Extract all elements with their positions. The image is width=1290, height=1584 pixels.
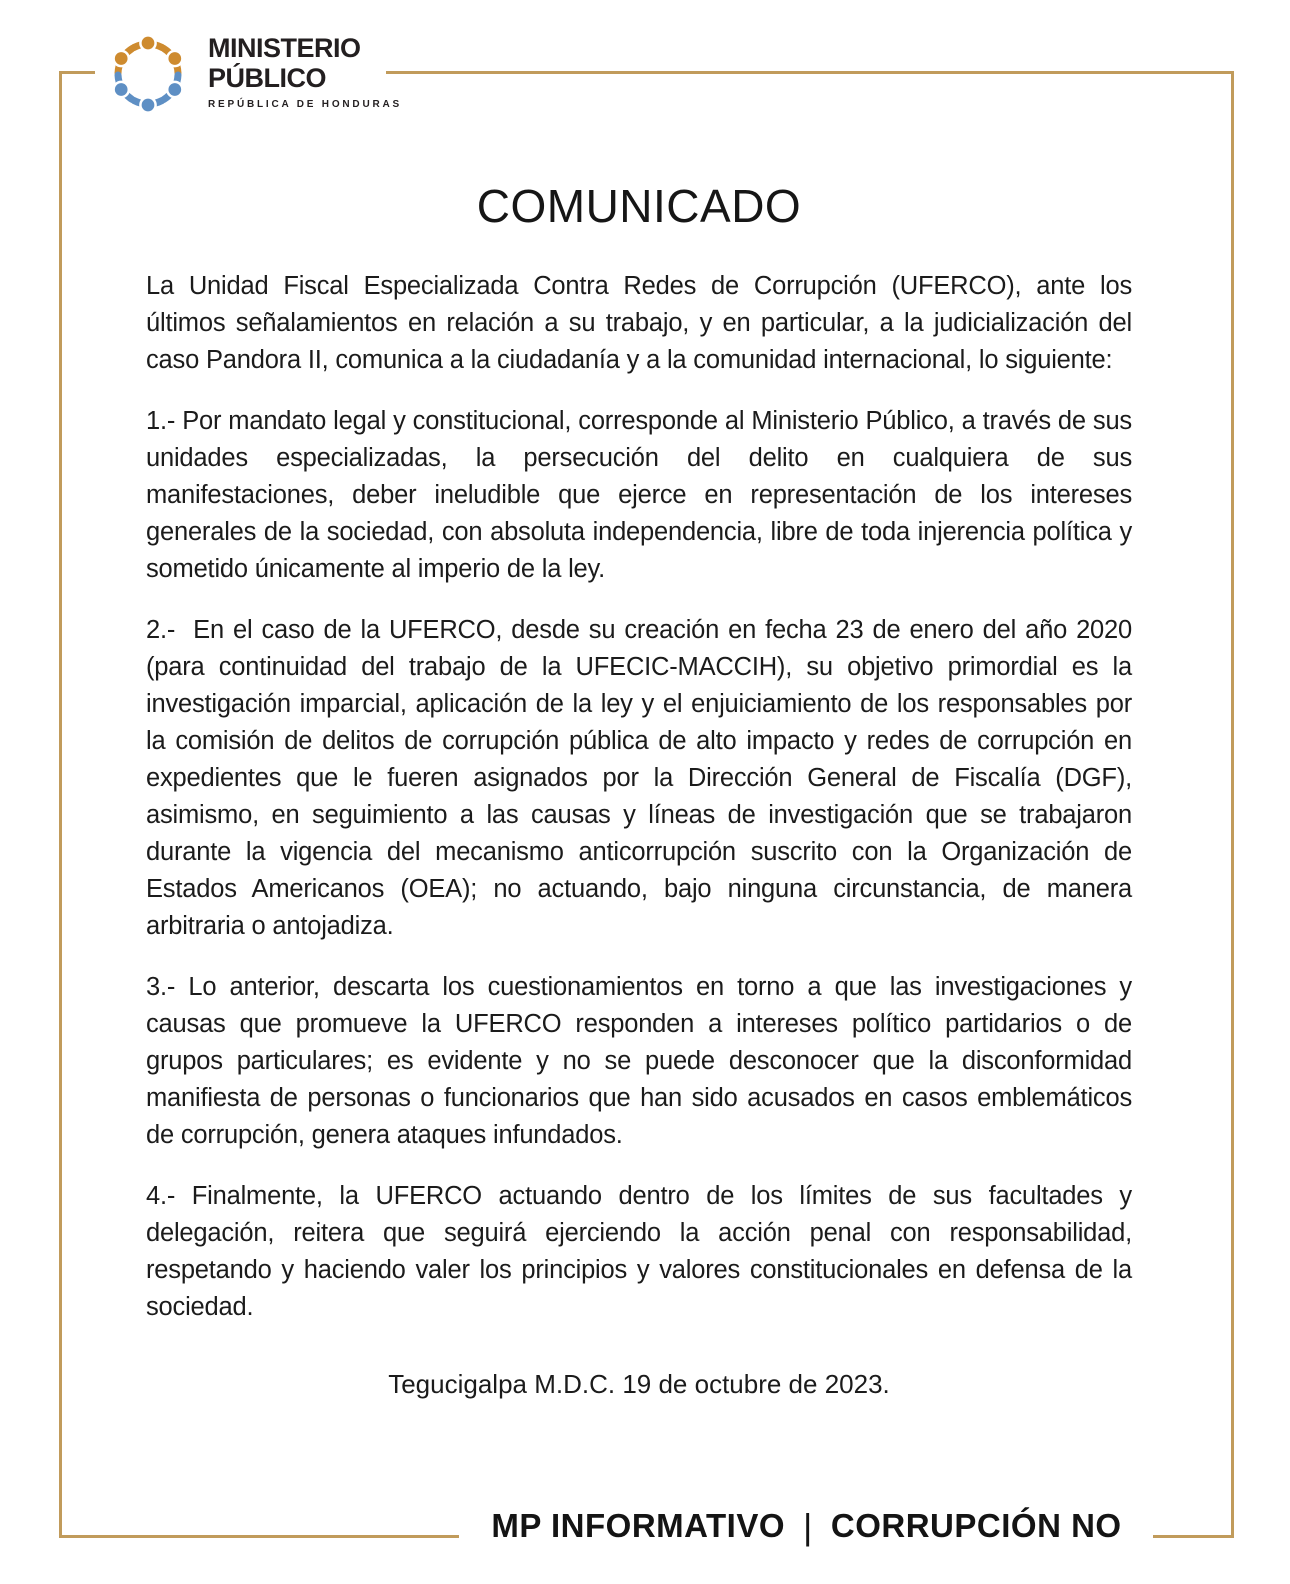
intro-paragraph: La Unidad Fiscal Especializada Contra Redes de Corrupción (UFERCO), ante los últimos señalamientos en relación a su trabajo, y en particular, a la judicialización del caso Pandora II, comunica a la ciudadanía y a la comunidad internacional, lo siguiente: [146, 272, 1132, 374]
ministerio-publico-logo [98, 24, 198, 124]
numbered-paragraph-1: 1.- Por mandato legal y constitucional, corresponde al Ministerio Público, a través de sus unidades especializadas, la persecución del delito en cualquiera de sus manifestaciones, deber ineludible que ejerce en representación de los intereses generales de la sociedad, con absoluta independencia, libre de toda injerencia política y sometido únicamente al imperio de la ley. [146, 407, 1132, 583]
frame-top-line [386, 71, 1234, 74]
frame-left-line [59, 71, 62, 1538]
document-title: COMUNICADO [476, 180, 802, 232]
document-body [146, 178, 1132, 1429]
footer-left-label: MP INFORMATIVO [491, 1507, 786, 1544]
frame-right-line [1231, 71, 1234, 1538]
org-name-line2: PÚBLICO [208, 63, 326, 93]
org-tagline: REPÚBLICA DE HONDURAS [208, 99, 402, 110]
org-name-block [208, 33, 402, 110]
numbered-paragraph-2: 2.- En el caso de la UFERCO, desde su creación en fecha 23 de enero del año 2020 (para continuidad del trabajo de la UFECIC-MACCIH), su objetivo primordial es la investigación imparcial, aplicación de la ley y el enjuiciamiento de los responsables por la comisión de delitos de corrupción pública de alto impacto y redes de corrupción en expedientes que le fueren asignados por la Dirección General de Fiscalía (DGF), asimismo, en seguimiento a las causas y líneas de investigación que se trabajaron durante la vigencia del mecanismo anticorrupción suscrito con la Organización de Estados Americanos (OEA); no actuando, bajo ninguna circunstancia, de manera arbitraria o antojadiza. [146, 616, 1132, 940]
footer-separator: | [803, 1506, 813, 1547]
people-circle-icon [98, 24, 198, 124]
footer-banner [459, 1506, 1154, 1548]
frame-top-left-stub [59, 71, 95, 74]
frame-bottom-left-line [59, 1535, 459, 1538]
org-name-line1: MINISTERIO [208, 33, 361, 63]
numbered-paragraph-4: 4.- Finalmente, la UFERCO actuando dentro de los límites de sus facultades y delegación, reitera que seguirá ejerciendo la acción penal con responsabilidad, respetando y haciendo valer los principios y valores constitucionales en defensa de la sociedad. [146, 1182, 1132, 1321]
numbered-paragraph-3: 3.- Lo anterior, descarta los cuestionamientos en torno a que las investigaciones y causas que promueve la UFERCO responden a intereses político partidarios o de grupos particulares; es evidente y no se puede desconocer que la disconformidad manifiesta de personas o funcionarios que han sido acusados en casos emblemáticos de corrupción, genera ataques infundados. [146, 973, 1132, 1149]
footer-right-label: CORRUPCIÓN NO [830, 1507, 1122, 1544]
dateline: Tegucigalpa M.D.C. 19 de octubre de 2023. [388, 1369, 890, 1399]
frame-bottom-right-stub [1153, 1535, 1234, 1538]
